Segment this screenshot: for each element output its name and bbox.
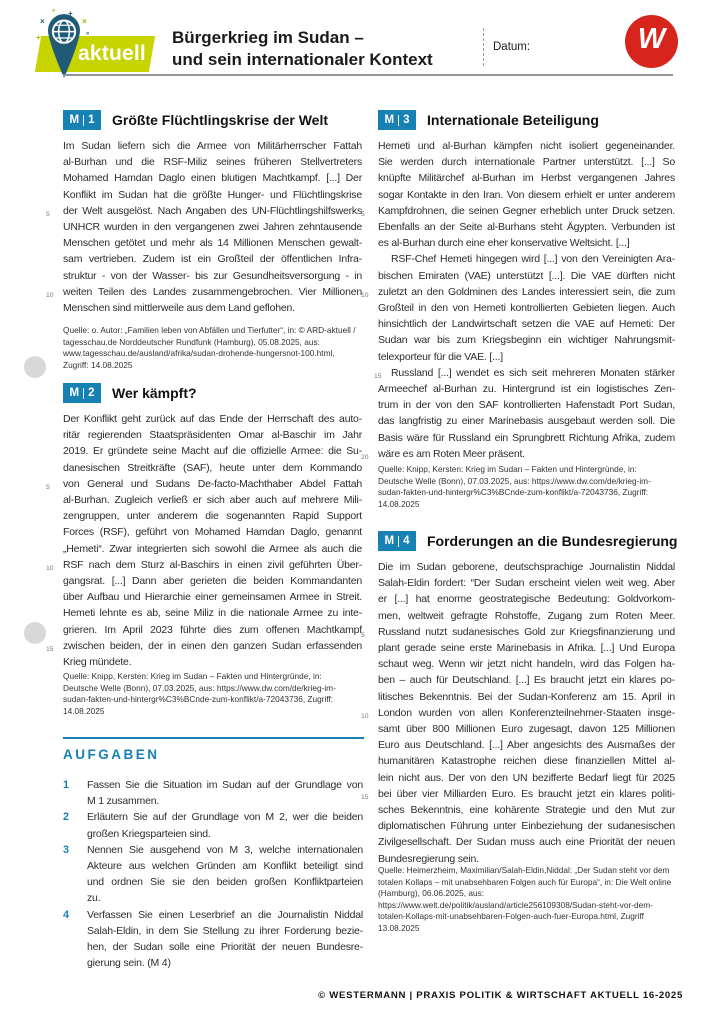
section-m4-source: Quelle: Heimerzheim, Maximilian/Salah-Eldin,Niddal: „Der Sudan steht vor dem totalen Kollaps – mit unabsehbaren Folgen auch für Europa“, in: Die Welt online (Hamburg), 06.06.2025, aus: https://www.welt.de/politik/ausland/article256109308/Sudan-steht-vor-dem-totalen-Kollaps-mit-unabsehbaren-Folgen-auch-fuer-Europa.html, Zugriff 13.08.2025 — [378, 865, 672, 933]
material-tag-number: 1 — [88, 114, 95, 126]
task-item — [63, 809, 363, 841]
section-m2-title: Wer kämpft? — [112, 385, 197, 401]
text-line: Hemeti und al-Burhan kämpfen nicht isoliert gegeneinander. — [378, 140, 675, 152]
text-line: Salah-Eldin fordert: “Der Sudan erscheint vielen weit weg. Aber — [378, 577, 675, 590]
datum-label: Datum: — [493, 41, 531, 53]
text-line: trum in der von den SAF kontrollierten Hafenstadt Port Sudan, — [378, 399, 675, 412]
text-line: struktur - von der Wasser- bis zur Gesundheitsversorgung - in — [63, 269, 362, 282]
text-line: Menschen sind mittlerweile aus dem Land geflohen. — [63, 302, 295, 315]
task-text-line: gierung sein. (M 4) — [87, 957, 171, 970]
line-number: 5 — [361, 210, 365, 218]
section-m4-header — [378, 531, 677, 551]
text-line: diplomatischen Führung unter Einbeziehung der sudanesischen — [378, 820, 675, 833]
line-number: 10 — [361, 291, 369, 299]
text-line: der Welt ausgelöst. Nach Angaben des UN-Flüchtlingshilfswerks 5 — [63, 203, 362, 219]
text-line: bei über vier Milliarden Euro. Es braucht jetzt ein klares politi- 15 — [378, 786, 675, 802]
sparkle-icon: + — [36, 33, 41, 42]
task-text-line: hen, der Sudan solle eine Priorität der neuen Bundesre- — [87, 941, 363, 954]
sparkle-icon: ° — [52, 8, 56, 17]
text-line: Sudan war bis zum Kriegsbeginn ein wichtiger Nahrungsmit- — [378, 334, 675, 347]
section-m3-source: Quelle: Knipp, Kersten: Krieg im Sudan – Fakten und Hintergründe, in: Deutsche Welle (Bonn), 07.03.2025, aus: https://www.dw.com/de/krieg-im-sudan-fakten-und-hintergr%C3%BCnde-zum-konflikt/a-72043736, Zugriff: 14.08.2025 — [378, 464, 651, 509]
text-line: ritär regierenden Staatspräsidenten Omar al-Baschir im Jahr — [63, 429, 362, 442]
sparkle-icon: × — [82, 17, 87, 26]
line-number: 15 — [374, 372, 382, 380]
material-tag-m2 — [63, 383, 101, 403]
text-line: litisches Bekenntnis. Bei der Sudan-Konferenz am 15. April in — [378, 690, 675, 703]
text-line: zwischen beiden, der in einen den ganzen Sudan erfassenden 15 — [63, 638, 362, 654]
section-m2-body — [46, 411, 362, 670]
text-line: UNHCR wurden in den vergangenen zwei Jahren zehntausende — [63, 221, 362, 234]
westermann-w-icon: W — [637, 23, 666, 55]
section-m3-title: Internationale Beteiligung — [427, 112, 599, 128]
text-line: Sie werden durch internationale Partner unterstützt. [...] So — [378, 156, 675, 169]
text-line: Menschen getötet und mehr als 14 Millionen Menschen gewalt- — [63, 237, 362, 250]
tag-divider — [398, 115, 399, 126]
text-line: sogar Kontakte in den Iran. Von diesem erhielt er unter anderem — [378, 188, 675, 201]
task-number: 1 — [63, 779, 70, 791]
text-line: plant gerade seine erste Marinebasis in Afrika. [...] Und Europa — [378, 642, 675, 655]
text-line: 2019. Er gründete seine Macht auf die offizielle Armee: die Su- — [63, 445, 362, 458]
text-line: humanitären Katastrophe reichen diese finanziellen Mittel al- — [378, 755, 675, 768]
task-text-line: Erläutern Sie auf der Grundlage von M 2, wer die beiden — [87, 811, 363, 824]
text-line: Armeechef al-Burhan zu. Hintergrund ist ein logistisches Zen- — [378, 383, 675, 396]
section-m1-body — [46, 138, 362, 316]
tag-divider — [83, 115, 84, 126]
punch-hole-marker — [24, 356, 46, 378]
task-text-line: Fassen Sie die Situation im Sudan auf der Grundlage von — [87, 779, 363, 791]
material-tag-m3 — [378, 110, 416, 130]
datum-divider — [483, 28, 484, 66]
westermann-logo — [625, 15, 678, 68]
text-line: es al-Burhan durch eine eher konservative Weltsicht. [...] — [378, 237, 630, 250]
task-text-line: Verfassen Sie einen Leserbrief an die Journalistin Niddal — [87, 908, 363, 921]
sparkle-icon: + — [68, 9, 73, 18]
tasks-divider — [63, 737, 364, 739]
footer-credit: © WESTERMANN | PRAXIS POLITIK & WIRTSCHAFT AKTUELL 16-2025 — [318, 990, 683, 1001]
text-line: London wurden von allen Konferenzteilnehmer-Staaten insge- 10 — [378, 705, 675, 721]
task-item — [63, 907, 363, 972]
text-line: Der Konflikt geht zurück auf das Ende der Herrschaft des auto- — [63, 413, 362, 425]
text-line: Bundesregierung sein. — [378, 852, 479, 865]
text-line: sches Bekenntnis, eine kohärente Strategie und den Mut zur — [378, 804, 675, 817]
section-m4-body — [361, 559, 675, 867]
line-number: 5 — [361, 631, 365, 639]
text-line: Ebenfalls an der Seite al-Burhans steht Ägypten. Verbunden ist — [378, 221, 675, 234]
text-line: Forces (RSF), geführt von Mohamed Hamdan Daglo, genannt — [63, 526, 362, 539]
text-line: telexporteur für die VAE. [...] — [378, 350, 503, 363]
material-tag-number: 3 — [403, 114, 410, 126]
task-text-line: Salah-Eldin, in dem Sie Stellung zu ihrer Forderung bezie- — [87, 924, 363, 937]
text-line: al-Burhan und die RSF-Miliz seines früheren Stellvertreters — [63, 156, 362, 169]
page-title — [172, 27, 433, 71]
text-line: bischen Emiraten (VAE) unterstützt [...]. Die VAE dürften nicht — [378, 269, 675, 282]
text-line: RSF-Chef Hemeti hingegen wird [...] von den Vereinigten Ara- — [391, 253, 675, 266]
tasks-list — [63, 777, 363, 971]
text-line: Russland nutzt sudanesisches Gold zur Kriegsfinanzierung und 5 — [378, 624, 675, 640]
task-text-line: und ordnen Sie sie den beiden großen Konfliktparteien — [87, 876, 363, 889]
tasks-title: AUFGABEN — [63, 747, 160, 762]
text-line: Basis wäre für Russland ein Sprungbrett Richtung Afrika, zudem — [378, 431, 675, 444]
line-number: 10 — [46, 564, 54, 572]
text-line: Euro aus Deutschland. [...] Aber angesichts des Ausmaßes der — [378, 739, 675, 752]
section-m2-source: Quelle: Knipp, Kersten: Krieg im Sudan – Fakten und Hintergründe, in: Deutsche Welle (Bonn), 07.03.2025, aus: https://www.dw.com/de/krieg-im-sudan-fakten-und-hintergr%C3%BCnde-zum-konflikt/a-72043736, Zugriff: 14.08.2025 — [63, 671, 336, 716]
text-line: über Aufbau und Hierarchie einer gemeinsamen Armee in Streit. — [63, 591, 362, 604]
text-line: ben – auch für Deutschland. [...] Es braucht jetzt ein klares po- — [378, 674, 675, 687]
material-tag-number: 2 — [88, 387, 95, 399]
text-line: Großteil in den von Hemeti kontrollierten Gebieten liegen. Auch — [378, 302, 675, 315]
material-tag-prefix: M — [69, 114, 80, 126]
task-item — [63, 842, 363, 907]
header-divider — [63, 74, 673, 76]
text-line: knüpfte Militärchef al-Burhan im Herbst vergangenen Jahres — [378, 172, 675, 185]
material-tag-m1 — [63, 110, 101, 130]
text-line: Zivilgesellschaft. Der Sudan muss auch eine Priorität der neuen — [378, 836, 675, 849]
text-line: hinsichtlich der Landwirtschaft setzen die VAE auf Hemeti: Der — [378, 318, 675, 331]
text-line: Russland [...] wendet es sich seit mehreren Monaten stärker 15 — [378, 365, 675, 381]
tag-divider — [398, 536, 399, 547]
sparkle-icon: × — [40, 17, 45, 26]
material-tag-number: 4 — [403, 535, 410, 547]
text-line: Kampfdrohnen, die seinen Gegner erheblich unter Druck setzen. 5 — [378, 203, 675, 219]
section-m3-header — [378, 110, 599, 130]
material-tag-prefix: M — [384, 535, 395, 547]
text-line: schaut weg. Wenn wir jetzt nicht handeln, wird das Folgen ha- — [378, 658, 675, 671]
text-line: „Hemeti“. Zwar integrierten sich sowohl die Armee als auch die — [63, 542, 362, 555]
text-line: von General und Sudans De-facto-Machthaber Abdel Fattah 5 — [63, 476, 362, 492]
logo-wordmark: aktuell — [78, 42, 146, 65]
text-line: al-Burhan. Zugleich verließ er sich aber auch auf mehrere Mili- — [63, 494, 362, 507]
line-number: 20 — [361, 453, 369, 461]
task-number: 3 — [63, 843, 70, 856]
text-line: er [...] hat enorme geostrategische Bedeutung: Goldvorkom- — [378, 593, 675, 606]
page-title-line1: Bürgerkrieg im Sudan – — [172, 28, 364, 47]
line-number: 15 — [361, 793, 369, 801]
task-text-line: Akteure aus welchen Gründen am Konflikt beteiligt sind — [87, 860, 363, 873]
globe-pin-icon — [47, 13, 81, 79]
task-number: 4 — [63, 908, 70, 921]
text-line: Die im Sudan geborene, deutschsprachige Journalistin Niddal — [378, 561, 675, 573]
text-line: wäre es am Roten Meer präsent. 20 — [378, 446, 675, 462]
text-line: gangsrat. [...] Dann aber gerieten die beiden Kommandanten — [63, 575, 362, 588]
section-m2-header — [63, 383, 197, 403]
task-number: 2 — [63, 811, 70, 824]
line-number: 10 — [46, 291, 54, 299]
text-line: Mohamed Hamdan Daglo einen blutigen Machtkampf. [...] Der — [63, 172, 362, 185]
task-text-line: großen Kriegsparteien sind. — [87, 827, 211, 840]
aktuell-logo — [26, 6, 176, 84]
section-m1-source: Quelle: o. Autor: „Familien leben von Abfällen und Tierfutter“, in: © ARD-aktuell / tagesschau.de Norddeutscher Rundfunk (Hamburg), 05.08.2025, aus: www.tagesschau.de/ausland/afrika/sudan-drohende-hungersnot-100.html, Zugriff: 14.08.2025 — [63, 325, 356, 370]
line-number: 5 — [46, 210, 50, 218]
task-text-line: Nennen Sie ausgehend von M 3, welche internationalen — [87, 843, 363, 856]
text-line: danesischen Streitkräfte (SAF), heute unter dem Kommando — [63, 461, 362, 474]
section-m1-header — [63, 110, 328, 130]
line-number: 15 — [46, 645, 54, 653]
text-line: Hemeti lehnte es ab, seine Miliz in die nationale Armee zu inte- — [63, 607, 362, 620]
task-text-line: zu. — [87, 892, 101, 905]
text-line: Konflikt im Sudan hat die größte Hunger- und Flüchtlingskrise — [63, 188, 362, 201]
text-line: grieren. Im April 2023 führte dies zum offenen Machtkampf — [63, 623, 362, 636]
text-line: Im Sudan liefern sich die Armee von Militärherrscher Fattah — [63, 140, 362, 152]
line-number: 10 — [361, 712, 369, 720]
text-line: zengruppen, unter anderem die sogenannten Rapid Support — [63, 510, 362, 523]
material-tag-prefix: M — [69, 387, 80, 399]
section-m4-title: Forderungen an die Bundesregierung — [427, 533, 678, 549]
line-number: 5 — [46, 483, 50, 491]
sparkle-icon: ° — [86, 31, 90, 40]
task-item — [63, 777, 363, 809]
text-line: sam vertrieben. Zudem ist ein Großteil der öffentlichen Infra- — [63, 253, 362, 266]
text-line: samt über 800 Millionen Euro zugesagt, davon 125 Millionen — [378, 723, 675, 736]
text-line: RSF nach dem Sturz al-Baschirs in einen zivil geführten Über- 10 — [63, 557, 362, 573]
text-line: lein nicht aus. Der von den UN bezifferte Bedarf liegt für 2025 — [378, 771, 675, 784]
task-text — [87, 907, 363, 972]
text-line: das langfristig zu einer Marinebasis ausgebaut werden soll. Die — [378, 415, 675, 428]
material-tag-prefix: M — [384, 114, 395, 126]
tag-divider — [83, 388, 84, 399]
punch-hole-marker — [24, 622, 46, 644]
task-text-line: M 1 zusammen. — [87, 795, 160, 808]
material-tag-m4 — [378, 531, 416, 551]
task-text — [87, 777, 363, 809]
task-text — [87, 809, 363, 841]
section-m3-body — [361, 138, 675, 462]
text-line: zuletzt an den Goldminen des Landes interessiert sein, die zum 10 — [378, 284, 675, 300]
section-m1-title: Größte Flüchtlingskrise der Welt — [112, 112, 329, 128]
task-text — [87, 842, 363, 907]
page-title-line2: und sein internationaler Kontext — [172, 50, 433, 69]
text-line: men, weltweit gefragte Rohstoffe, Zugang zum Roten Meer. — [378, 609, 675, 622]
text-line: weiten Teilen des Landes zusammengebrochen. Vier Millionen 10 — [63, 284, 362, 300]
text-line: Krieg mündete. — [63, 656, 132, 669]
